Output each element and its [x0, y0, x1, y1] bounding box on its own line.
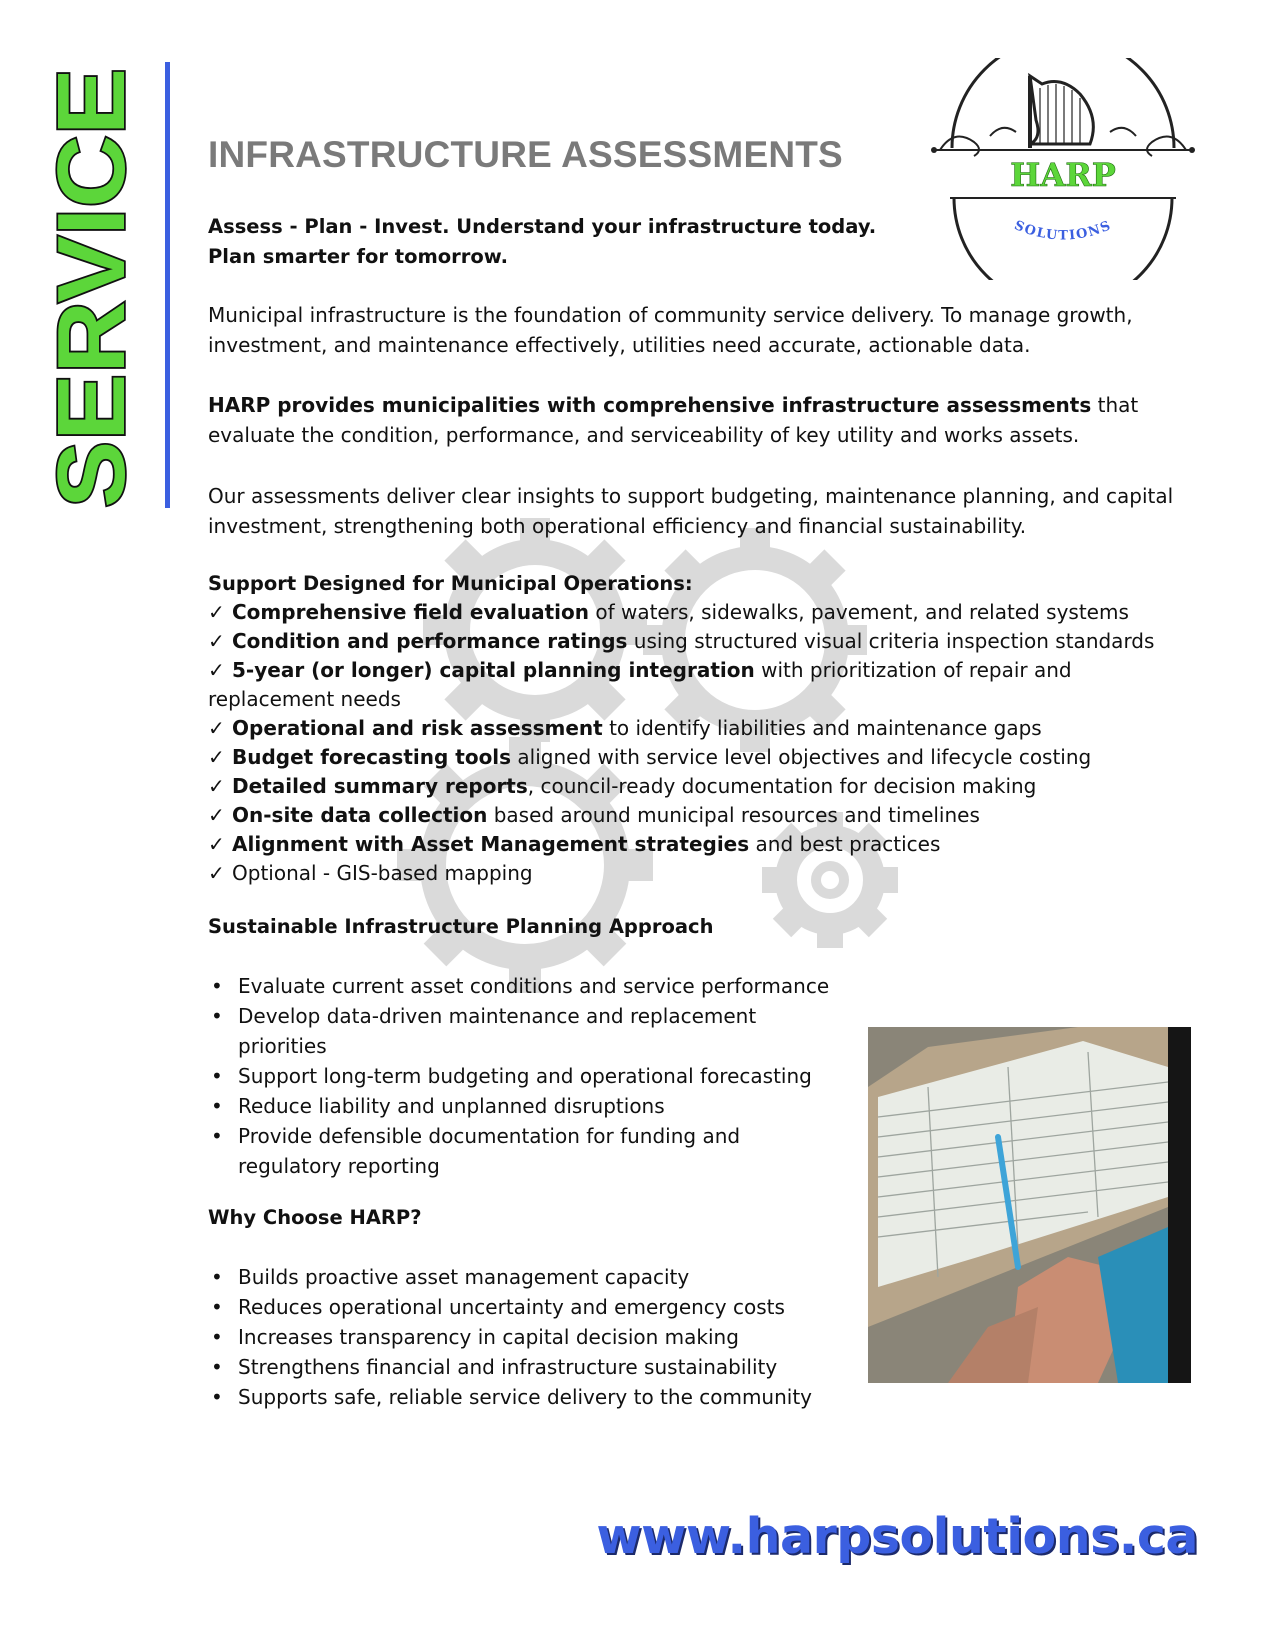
- support-item-bold: On-site data collection: [232, 803, 488, 827]
- clipboard-photo-graphic: [868, 1027, 1191, 1383]
- list-item-text: Develop data-driven maintenance and replacement priorities: [238, 1004, 757, 1058]
- side-service-text: SERVICE: [38, 88, 145, 508]
- bullet-icon: •: [211, 1064, 223, 1088]
- list-item: [208, 1262, 868, 1292]
- harp-logo-graphic: [930, 58, 1196, 280]
- bullet-icon: •: [211, 1094, 223, 1118]
- check-icon: ✓: [208, 774, 225, 798]
- list-item-text: Provide defensible documentation for funding and regulatory reporting: [238, 1124, 741, 1178]
- support-item-bold: Comprehensive field evaluation: [232, 600, 589, 624]
- support-item: [208, 627, 1198, 656]
- support-item-bold: Operational and risk assessment: [232, 716, 603, 740]
- check-icon: ✓: [208, 861, 225, 885]
- bullet-icon: •: [211, 1265, 223, 1289]
- support-item: [208, 714, 1198, 743]
- bullet-icon: •: [211, 1124, 223, 1148]
- support-item-bold: 5-year (or longer) capital planning integration: [232, 658, 755, 682]
- why-heading: Why Choose HARP?: [208, 1206, 422, 1229]
- check-icon: ✓: [208, 658, 225, 682]
- list-item: [208, 1091, 848, 1121]
- website-link[interactable]: www.harpsolutions.ca: [596, 1508, 1198, 1565]
- side-service-label: [38, 62, 145, 510]
- page-title: INFRASTRUCTURE ASSESSMENTS: [208, 134, 843, 175]
- support-item-text: , council-ready documentation for decision making: [527, 774, 1037, 798]
- list-item: [208, 1001, 848, 1061]
- support-heading: Support Designed for Municipal Operations:: [208, 572, 693, 595]
- list-item: [208, 1322, 868, 1352]
- support-item-text: and best practices: [749, 832, 941, 856]
- support-item-text: based around municipal resources and timelines: [487, 803, 980, 827]
- logo-name: HARP: [1010, 156, 1116, 194]
- side-divider: [165, 62, 170, 508]
- check-icon: ✓: [208, 716, 225, 740]
- clipboard-photo: [868, 1027, 1191, 1383]
- intro-paragraph-2-rest: that evaluate the condition, performance, and serviceability of key utility and works assets.: [208, 393, 1139, 447]
- bullet-icon: •: [211, 1295, 223, 1319]
- support-item: [208, 859, 1198, 888]
- support-item: [208, 656, 1198, 714]
- bullet-icon: •: [211, 1325, 223, 1349]
- check-icon: ✓: [208, 629, 225, 653]
- support-item-text: Optional - GIS-based mapping: [232, 861, 533, 885]
- support-item-text: with prioritization of repair and replacement needs: [208, 658, 1072, 711]
- support-item-text: of waters, sidewalks, pavement, and related systems: [588, 600, 1129, 624]
- list-item-text: Reduces operational uncertainty and emergency costs: [238, 1295, 785, 1319]
- list-item-text: Builds proactive asset management capacity: [238, 1265, 690, 1289]
- intro-paragraph-2-bold: HARP provides municipalities with comprehensive infrastructure assessments: [208, 393, 1092, 417]
- support-item-text: to identify liabilities and maintenance gaps: [602, 716, 1042, 740]
- support-item: [208, 743, 1198, 772]
- support-item-bold: Budget forecasting tools: [232, 745, 512, 769]
- list-item-text: Strengthens financial and infrastructure sustainability: [238, 1355, 778, 1379]
- support-item: [208, 801, 1198, 830]
- bullet-icon: •: [211, 1355, 223, 1379]
- check-icon: ✓: [208, 745, 225, 769]
- bullet-icon: •: [211, 1385, 223, 1409]
- support-item-bold: Condition and performance ratings: [232, 629, 628, 653]
- intro-paragraph-1: Municipal infrastructure is the foundation of community service delivery. To manage growth, investment, and maintenance effectively, utilities need accurate, actionable data.: [208, 303, 1133, 357]
- approach-heading: Sustainable Infrastructure Planning Approach: [208, 915, 714, 938]
- check-icon: ✓: [208, 832, 225, 856]
- list-item: [208, 1292, 868, 1322]
- check-icon: ✓: [208, 600, 225, 624]
- list-item: [208, 1061, 848, 1091]
- intro-paragraph-3: Our assessments deliver clear insights to support budgeting, maintenance planning, and capital investment, strengthening both operational efficiency and financial sustainability.: [208, 484, 1174, 538]
- list-item-text: Evaluate current asset conditions and service performance: [238, 974, 830, 998]
- support-item: [208, 830, 1198, 859]
- support-item: [208, 598, 1198, 627]
- list-item: [208, 1352, 868, 1382]
- support-item-text: aligned with service level objectives and lifecycle costing: [511, 745, 1092, 769]
- list-item: [208, 1121, 848, 1181]
- approach-list: [208, 971, 848, 1181]
- harp-logo: [930, 58, 1196, 280]
- support-item-bold: Detailed summary reports: [232, 774, 528, 798]
- intro-paragraph-2: [208, 390, 1208, 450]
- bullet-icon: •: [211, 974, 223, 998]
- logo-sub: SOLUTIONS: [1012, 218, 1114, 244]
- list-item: [208, 971, 848, 1001]
- list-item-text: Support long-term budgeting and operational forecasting: [238, 1064, 812, 1088]
- list-item-text: Increases transparency in capital decision making: [238, 1325, 739, 1349]
- why-list: [208, 1262, 868, 1412]
- list-item-text: Supports safe, reliable service delivery to the community: [238, 1385, 813, 1409]
- support-item: [208, 772, 1198, 801]
- list-item: [208, 1382, 868, 1412]
- list-item-text: Reduce liability and unplanned disruptions: [238, 1094, 665, 1118]
- check-icon: ✓: [208, 803, 225, 827]
- tagline: Assess - Plan - Invest. Understand your infrastructure today. Plan smarter for tomorrow.: [208, 215, 877, 268]
- support-section: [208, 569, 1198, 888]
- support-item-text: using structured visual criteria inspection standards: [627, 629, 1155, 653]
- support-item-bold: Alignment with Asset Management strategies: [232, 832, 750, 856]
- side-service-graphic: [38, 62, 145, 510]
- bullet-icon: •: [211, 1004, 223, 1028]
